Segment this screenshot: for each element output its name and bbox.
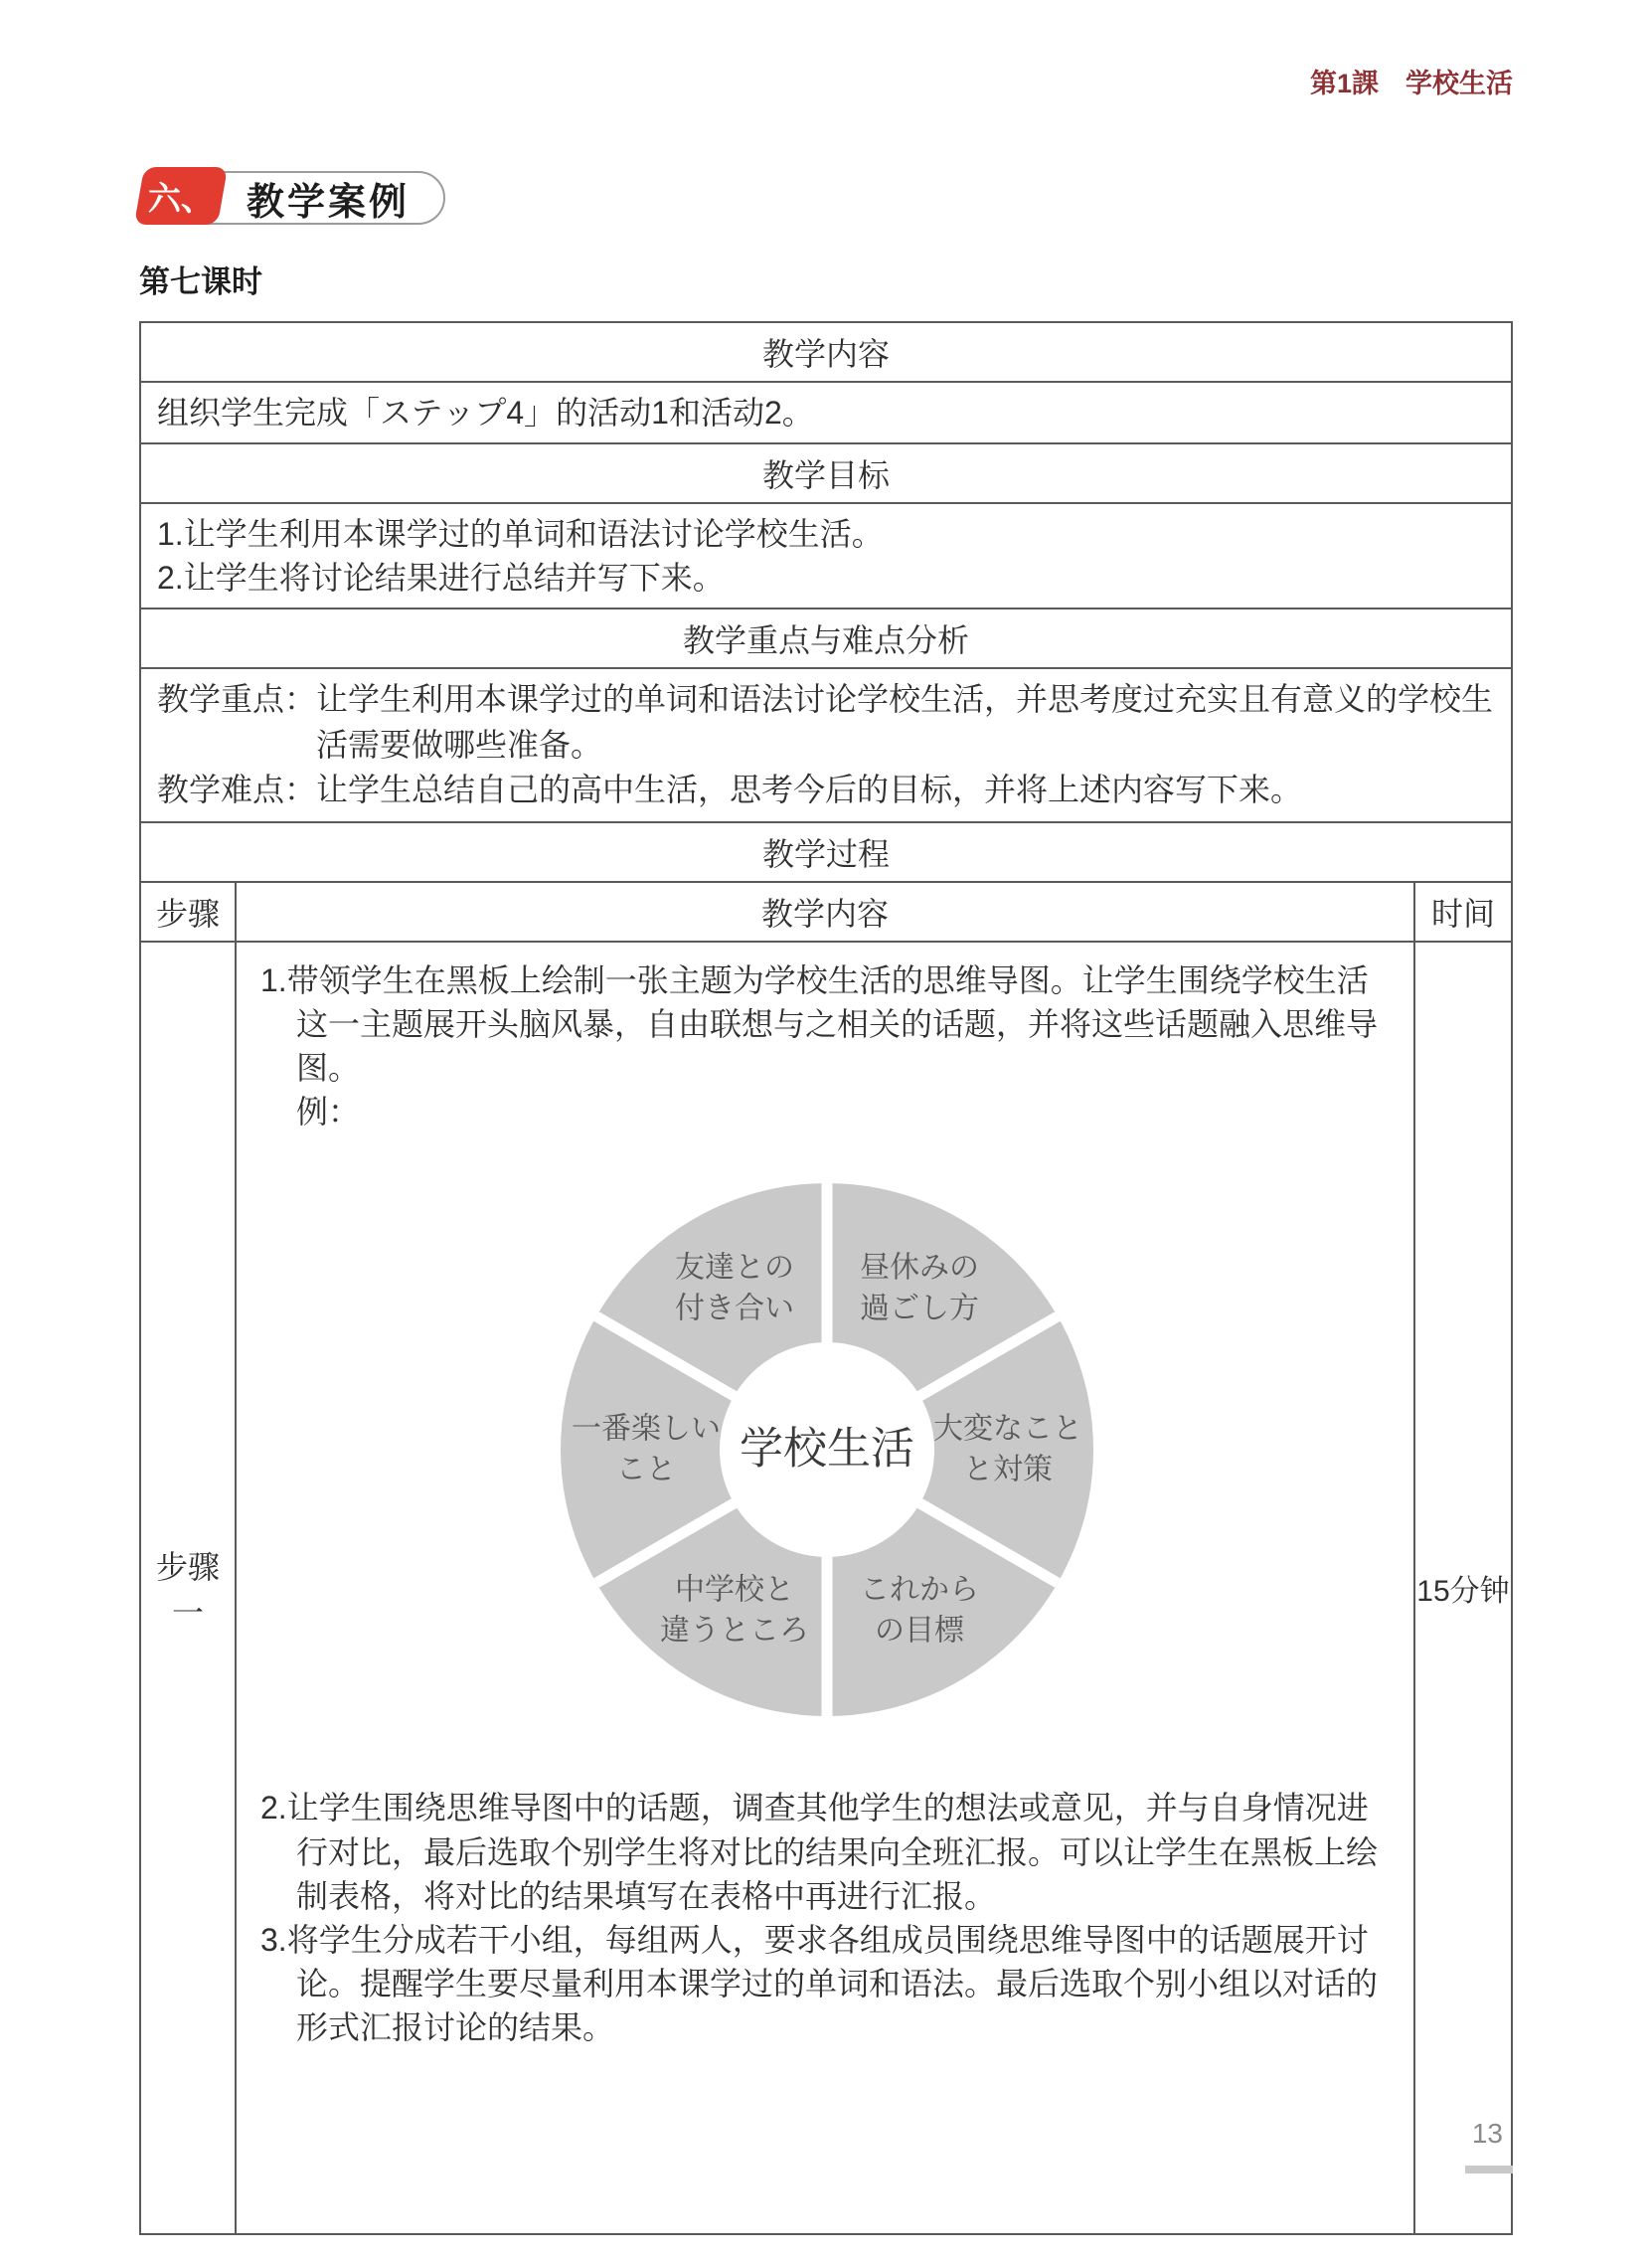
step-one-label: 步骤一	[140, 942, 236, 2234]
step-one-item-2: 2.让学生围绕思维导图中的话题，调查其他学生的想法或意见，并与自身情况进行对比，最后选取个别学生将对比的结果向全班汇报。可以让学生在黑板上绘制表格，将对比的结果填写在表格中再进行汇报。	[260, 1790, 1379, 1914]
lesson-plan-table	[139, 321, 1513, 2235]
key-point-label: 教学重点：	[157, 681, 317, 718]
key-point-text: 让学生利用本课学过的单词和语法讨论学校生活，并思考度过充实且有意义的学校生活需要做哪些准备。	[316, 681, 1494, 763]
section-heading	[139, 167, 1513, 227]
section-number-label: 六、	[148, 179, 214, 217]
column-header-step: 步骤	[140, 882, 236, 942]
step-one-item-1: 1.带领学生在黑板上绘制一张主题为学校生活的思维导图。让学生围绕学校生活这一主题展开头脑风暴，自由联想与之相关的话题，并将这些话题融入思维导图。	[260, 961, 1379, 1087]
difficulty-paragraph	[157, 768, 1495, 812]
step-one-time: 15分钟	[1414, 942, 1512, 2234]
step-one-item-3: 3.将学生分成若干小组，每组两人，要求各组成员围绕思维导图中的话题展开讨论。提醒学生要尽量利用本课学过的单词和语法。最后选取个别小组以对话的形式汇报讨论的结果。	[260, 1921, 1379, 2046]
running-head-text: 第1課 学校生活	[1309, 69, 1513, 98]
teaching-objectives-cell	[140, 503, 1512, 609]
column-header-time: 时间	[1414, 882, 1512, 942]
mindmap-segment-label: これから の目標	[859, 1573, 979, 1648]
page-number-bar	[1465, 2166, 1513, 2174]
section-number-badge	[134, 167, 228, 225]
header-key-difficulty: 教学重点与难点分析	[140, 609, 1512, 668]
mindmap-segment-label: 大変なこと と対策	[932, 1412, 1082, 1486]
mindmap-diagram	[549, 1171, 1105, 1728]
objective-item: 2.让学生将讨论结果进行总结并写下来。	[157, 560, 725, 597]
mindmap-segment-label: 昼休みの 過ごし方	[859, 1251, 979, 1325]
running-head	[139, 62, 1513, 98]
teaching-content-text: 组织学生完成「ステップ4」的活动1和活动2。	[140, 382, 1512, 443]
header-teaching-content: 教学内容	[140, 322, 1512, 382]
period-title: 第七课时	[139, 264, 262, 299]
mindmap-center-label: 学校生活	[739, 1425, 914, 1475]
section-title: 教学案例	[247, 181, 411, 224]
key-difficulty-cell	[140, 668, 1512, 821]
mindmap-segment-label: 一番楽しい こと	[571, 1412, 721, 1486]
header-teaching-process: 教学过程	[140, 822, 1512, 882]
header-teaching-objectives: 教学目标	[140, 443, 1512, 503]
mindmap-segment-label: 中学校と 違うところ	[659, 1573, 809, 1648]
difficulty-label: 教学难点：	[157, 772, 317, 808]
column-header-content: 教学内容	[236, 882, 1414, 942]
page-number: 13	[1471, 2118, 1503, 2149]
objective-item: 1.让学生利用本课学过的单词和语法讨论学校生活。	[157, 516, 884, 553]
step-one-content-cell	[236, 942, 1414, 2234]
example-label: 例：	[296, 1094, 361, 1130]
difficulty-text: 让学生总结自己的高中生活，思考今后的目标，并将上述内容写下来。	[316, 772, 1303, 808]
key-point-paragraph	[157, 677, 1495, 768]
mindmap-segment-label: 友達との 付き合い	[674, 1251, 794, 1325]
